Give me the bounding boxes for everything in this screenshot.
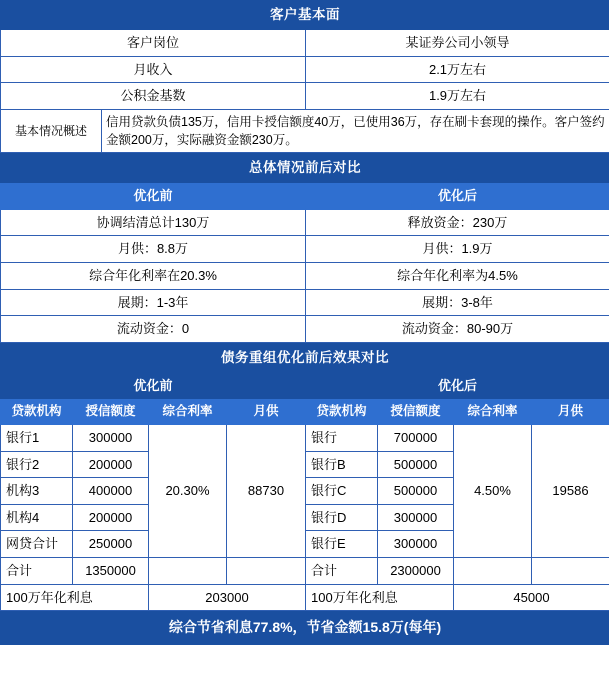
profile-label-1: 月收入 <box>1 56 306 83</box>
table-row <box>1 209 609 236</box>
interest-value-before: 203000 <box>149 584 306 611</box>
customer-profile-table <box>0 0 609 153</box>
section1-title: 客户基本面 <box>1 1 609 30</box>
table-row <box>1 316 609 343</box>
profile-label-0: 客户岗位 <box>1 30 306 57</box>
col-header-after-amount: 授信额度 <box>378 399 454 425</box>
before-amount-3: 200000 <box>73 504 149 531</box>
section2-title-row <box>1 154 609 183</box>
table-row <box>1 425 609 452</box>
savings-summary: 综合节省利息77.8%，节省金额15.8万(每年) <box>1 611 609 645</box>
table-row-total <box>1 557 609 584</box>
profile-value-2: 1.9万左右 <box>306 83 609 110</box>
after-monthly-blank <box>532 557 609 584</box>
overall-after-3: 展期：3-8年 <box>306 289 609 316</box>
overall-after-1: 月供：1.9万 <box>306 236 609 263</box>
overall-after-2: 综合年化利率为4.5% <box>306 262 609 289</box>
summary-label: 基本情况概述 <box>1 109 102 152</box>
before-org-5: 合计 <box>1 557 73 584</box>
before-org-3: 机构4 <box>1 504 73 531</box>
after-rate-blank <box>454 557 532 584</box>
section2-header-row <box>1 183 609 210</box>
after-org-5: 合计 <box>306 557 378 584</box>
debt-restructure-table <box>0 343 609 645</box>
annual-interest-row <box>1 584 609 611</box>
before-org-1: 银行2 <box>1 451 73 478</box>
overall-before-0: 协调结清总计130万 <box>1 209 306 236</box>
section2-title: 总体情况前后对比 <box>1 154 609 183</box>
after-org-3: 银行D <box>306 504 378 531</box>
profile-value-1: 2.1万左右 <box>306 56 609 83</box>
overall-before-2: 综合年化利率在20.3% <box>1 262 306 289</box>
after-org-0: 银行 <box>306 425 378 452</box>
overall-comparison-table <box>0 153 609 343</box>
interest-label-before: 100万年化利息 <box>1 584 149 611</box>
after-amount-2: 500000 <box>378 478 454 505</box>
summary-text: 信用贷款负债135万，信用卡授信额度40万，已使用36万，存在刷卡套现的操作。客户签约金额200万，实际融资金额230万。 <box>102 109 609 152</box>
table-row <box>1 262 609 289</box>
section3-before-title: 优化前 <box>1 372 306 399</box>
profile-label-2: 公积金基数 <box>1 83 306 110</box>
before-org-2: 机构3 <box>1 478 73 505</box>
table-row <box>1 30 609 57</box>
after-org-2: 银行C <box>306 478 378 505</box>
before-amount-5: 1350000 <box>73 557 149 584</box>
before-amount-4: 250000 <box>73 531 149 558</box>
section3-header-row <box>1 399 609 425</box>
col-header-after-rate: 综合利率 <box>454 399 532 425</box>
interest-label-after: 100万年化利息 <box>306 584 454 611</box>
after-amount-5: 2300000 <box>378 557 454 584</box>
overall-before-4: 流动资金：0 <box>1 316 306 343</box>
overall-before-1: 月供：8.8万 <box>1 236 306 263</box>
table-row <box>1 83 609 110</box>
before-org-4: 网贷合计 <box>1 531 73 558</box>
footer-row <box>1 611 609 645</box>
overall-after-0: 释放资金：230万 <box>306 209 609 236</box>
col-header-before-rate: 综合利率 <box>149 399 227 425</box>
after-rate: 4.50% <box>454 425 532 558</box>
before-rate-blank <box>149 557 227 584</box>
table-row <box>1 289 609 316</box>
before-org-0: 银行1 <box>1 425 73 452</box>
section3-title-row <box>1 343 609 372</box>
before-monthly: 88730 <box>227 425 306 558</box>
table-row <box>1 236 609 263</box>
summary-row <box>1 109 609 152</box>
col-header-before-org: 贷款机构 <box>1 399 73 425</box>
section2-col-after: 优化后 <box>306 183 609 210</box>
profile-value-0: 某证券公司小领导 <box>306 30 609 57</box>
section1-title-row <box>1 1 609 30</box>
overall-after-4: 流动资金：80-90万 <box>306 316 609 343</box>
section3-after-title: 优化后 <box>306 372 609 399</box>
col-header-before-monthly: 月供 <box>227 399 306 425</box>
before-amount-1: 200000 <box>73 451 149 478</box>
before-rate: 20.30% <box>149 425 227 558</box>
section3-title: 债务重组优化前后效果对比 <box>1 343 609 372</box>
after-amount-4: 300000 <box>378 531 454 558</box>
after-org-1: 银行B <box>306 451 378 478</box>
section2-col-before: 优化前 <box>1 183 306 210</box>
col-header-after-monthly: 月供 <box>532 399 609 425</box>
after-amount-1: 500000 <box>378 451 454 478</box>
after-amount-3: 300000 <box>378 504 454 531</box>
section3-subtitle-row <box>1 372 609 399</box>
after-monthly: 19586 <box>532 425 609 558</box>
before-amount-0: 300000 <box>73 425 149 452</box>
before-amount-2: 400000 <box>73 478 149 505</box>
col-header-after-org: 贷款机构 <box>306 399 378 425</box>
after-amount-0: 700000 <box>378 425 454 452</box>
overall-before-3: 展期：1-3年 <box>1 289 306 316</box>
table-row <box>1 56 609 83</box>
interest-value-after: 45000 <box>454 584 609 611</box>
after-org-4: 银行E <box>306 531 378 558</box>
before-monthly-blank <box>227 557 306 584</box>
col-header-before-amount: 授信额度 <box>73 399 149 425</box>
